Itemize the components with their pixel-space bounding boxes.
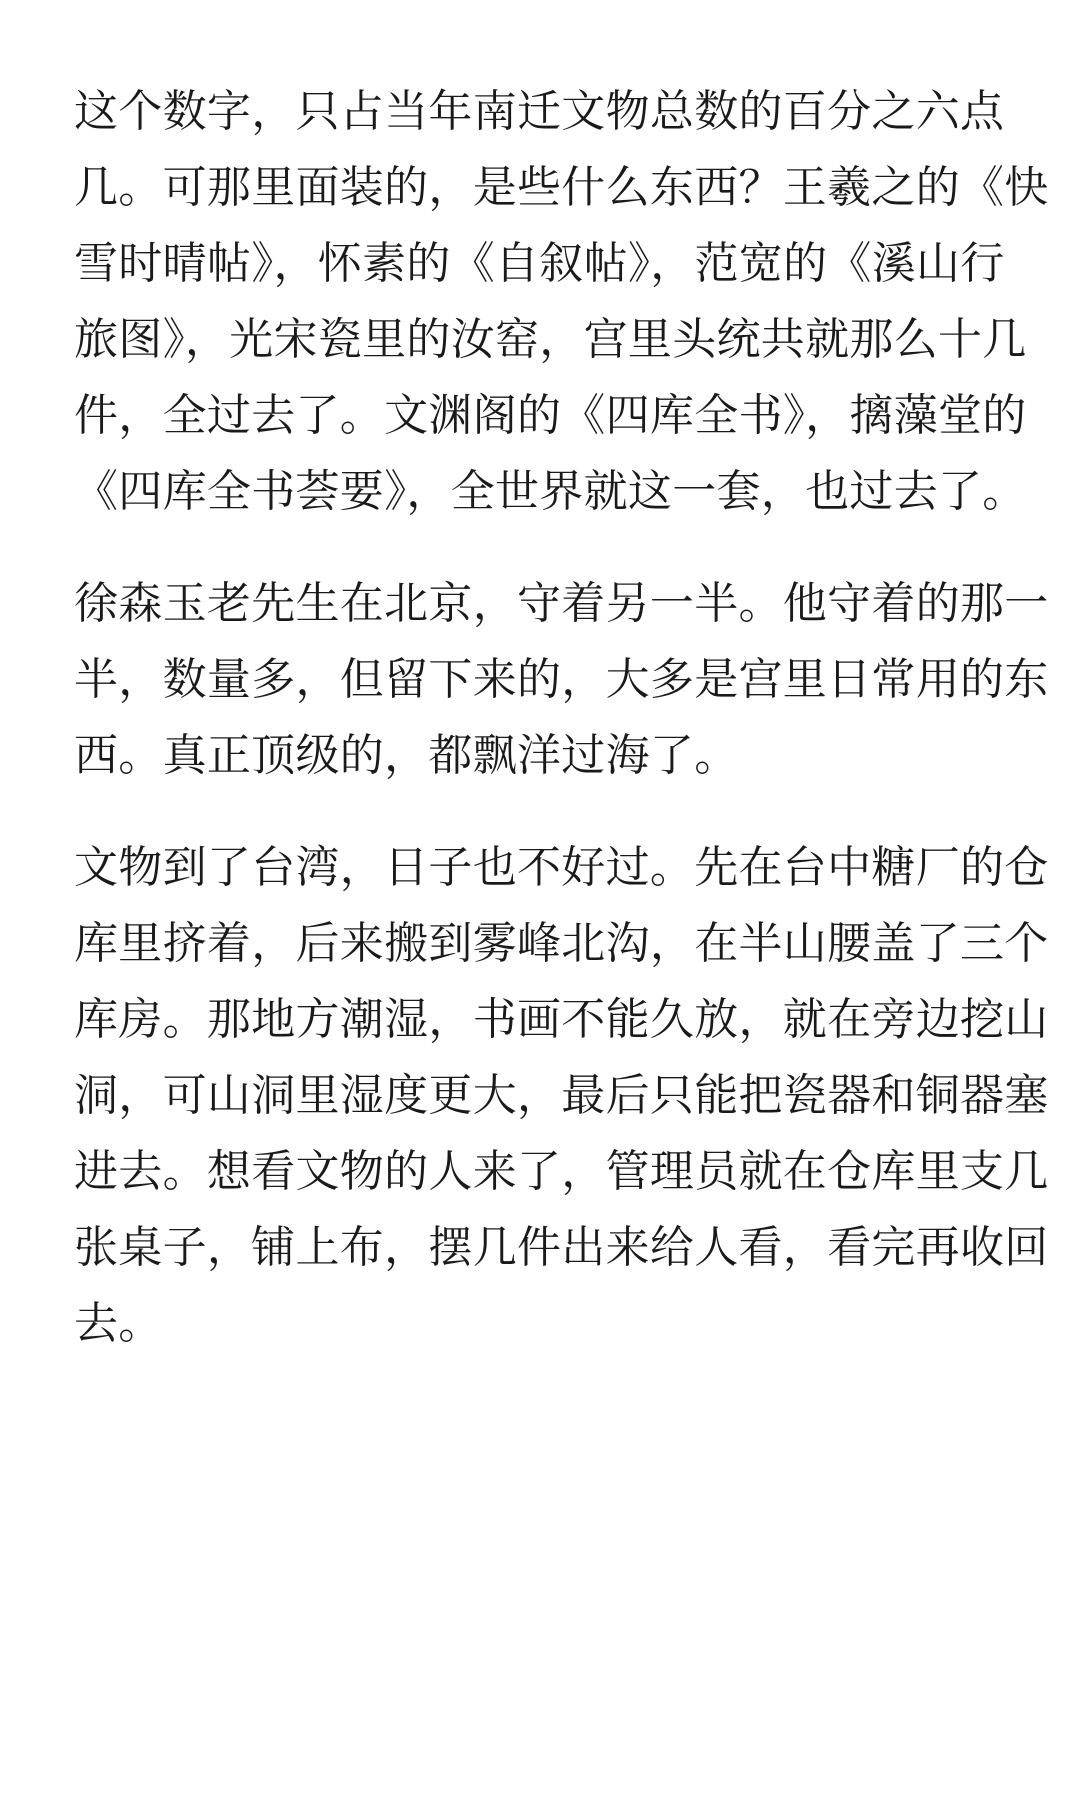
text-line: 库房。那地方潮湿，书画不能久放，就在旁边挖山 — [74, 994, 1049, 1045]
text-line: 半，数量多，但留下来的，大多是宫里日常用的东 — [74, 654, 1049, 705]
text-line: 库里挤着，后来搬到雾峰北沟，在半山腰盖了三个 — [74, 918, 1049, 969]
text-line: 西。真正顶级的，都飘洋过海了。 — [74, 730, 739, 781]
text-line: 雪时晴帖》，怀素的《自叙帖》，范宽的《溪山行 — [74, 238, 1005, 289]
paragraph-1 — [74, 74, 1049, 530]
text-line: 件，全过去了。文渊阁的《四库全书》，摛藻堂的 — [74, 390, 1027, 441]
text-line: 洞，可山洞里湿度更大，最后只能把瓷器和铜器塞 — [74, 1070, 1049, 1121]
text-line: 几。可那里面装的，是些什么东西？王羲之的《快 — [74, 162, 1049, 213]
text-line: 进去。想看文物的人来了，管理员就在仓库里支几 — [74, 1146, 1049, 1197]
article-body — [74, 74, 1049, 1398]
paragraph-3 — [74, 830, 1049, 1362]
text-line: 《四库全书荟要》，全世界就这一套，也过去了。 — [74, 466, 1027, 517]
text-line: 旅图》，光宋瓷里的汝窑，宫里头统共就那么十几 — [74, 314, 1027, 365]
text-line: 去。 — [74, 1298, 163, 1349]
text-line: 张桌子，铺上布，摆几件出来给人看，看完再收回 — [74, 1222, 1049, 1273]
text-line: 徐森玉老先生在北京，守着另一半。他守着的那一 — [74, 578, 1049, 629]
text-line: 这个数字，只占当年南迁文物总数的百分之六点 — [74, 86, 1005, 137]
text-line: 文物到了台湾，日子也不好过。先在台中糖厂的仓 — [74, 842, 1049, 893]
paragraph-2 — [74, 566, 1049, 794]
